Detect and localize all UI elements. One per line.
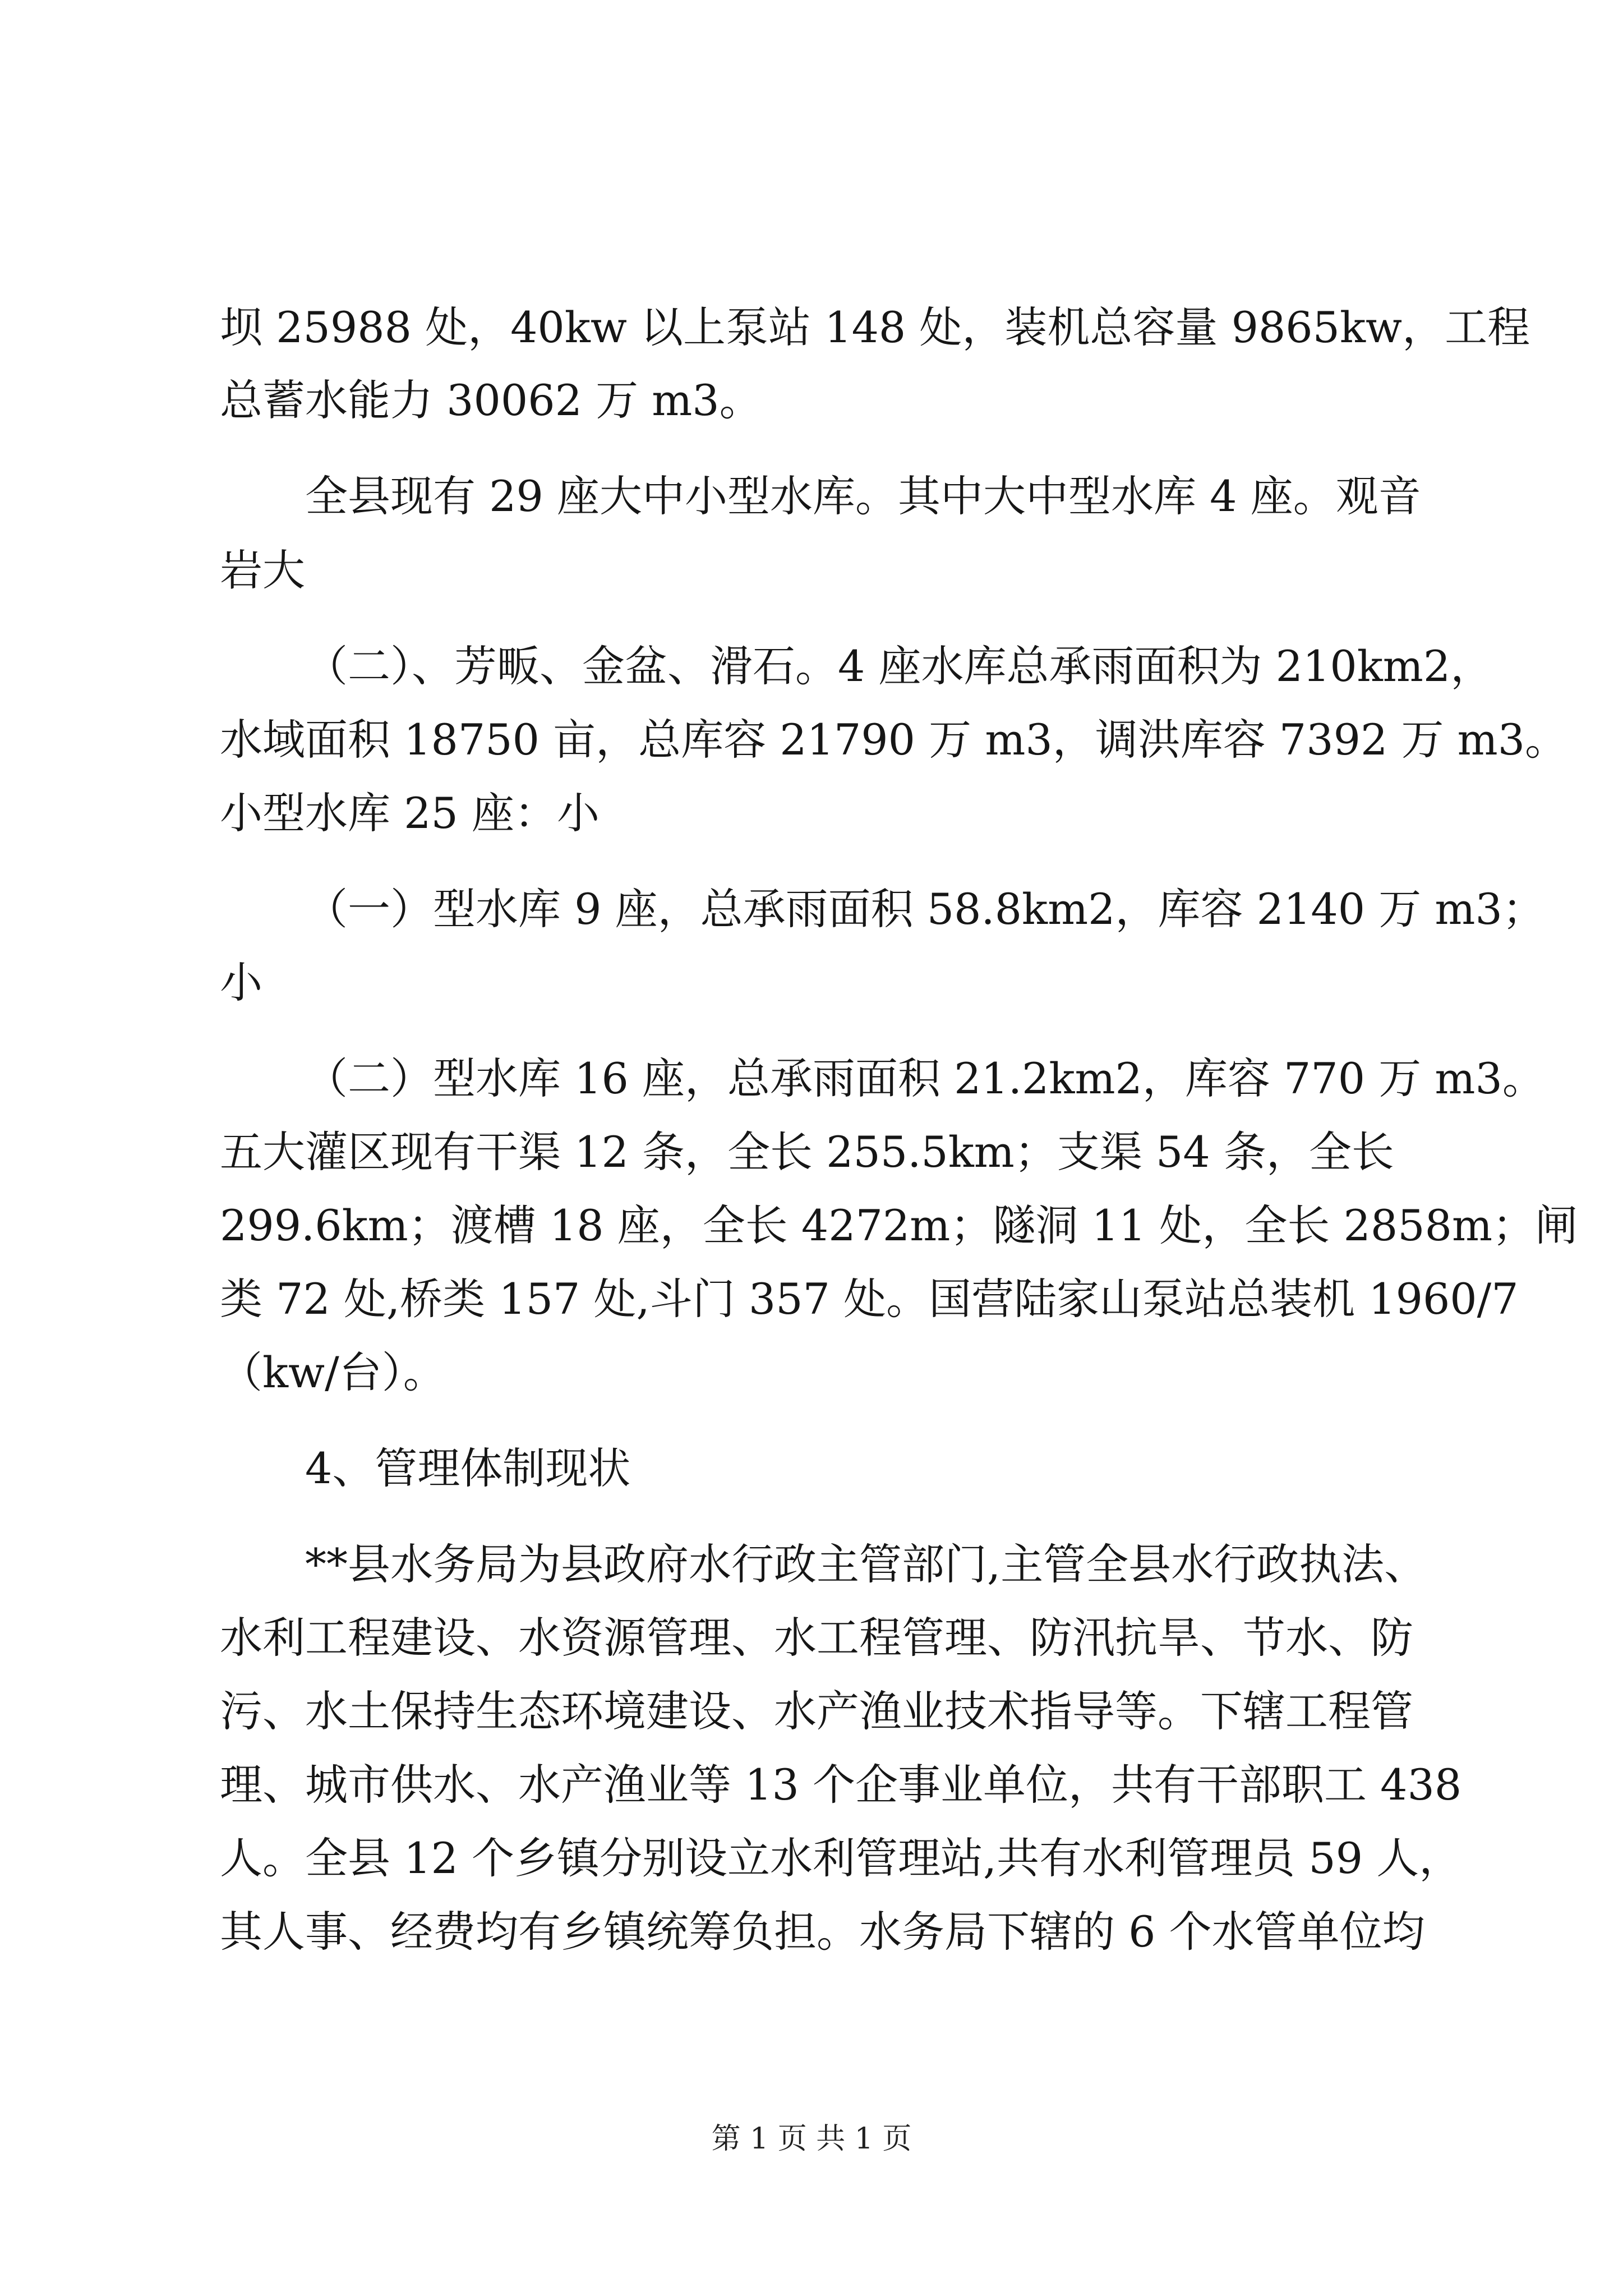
text-line-8: （一）型水库 9 座，总承雨面积 58.8km2，库容 2140 万 m3； <box>305 884 1545 934</box>
text-line-1: 坝 25988 处，40kw 以上泵站 148 处，装机总容量 9865kw，工程 <box>220 302 1530 352</box>
text-line-13: 类 72 处,桥类 157 处,斗门 357 处。国营陆家山泵站总装机 1960/7 <box>220 1274 1519 1324</box>
text-line-4: 岩大 <box>220 545 305 595</box>
text-line-6: 水域面积 18750 亩，总库容 21790 万 m3，调洪库容 7392 万 m3。 <box>220 715 1568 765</box>
text-line-16: **县水务局为县政府水行政主管部门,主管全县水行政执法、 <box>305 1539 1427 1589</box>
text-line-14: （kw/台）。 <box>220 1347 446 1397</box>
text-line-20: 人。全县 12 个乡镇分别设立水利管理站,共有水利管理员 59 人， <box>220 1833 1462 1883</box>
text-line-5: （二）、芳畈、金盆、滑石。4 座水库总承雨面积为 210km2， <box>305 641 1493 691</box>
text-line-2: 总蓄水能力 30062 万 m3。 <box>220 375 762 425</box>
text-line-11: 五大灌区现有干渠 12 条，全长 255.5km；支渠 54 条，全长 <box>220 1127 1394 1177</box>
page-footer: 第 1 页 共 1 页 <box>711 2122 912 2156</box>
text-line-17: 水利工程建设、水资源管理、水工程管理、防汛抗旱、节水、防 <box>220 1613 1413 1663</box>
section-heading: 4、管理体制现状 <box>305 1443 631 1493</box>
text-line-3: 全县现有 29 座大中小型水库。其中大中型水库 4 座。观音 <box>305 471 1421 521</box>
text-line-12: 299.6km；渡槽 18 座，全长 4272m；隧洞 11 处，全长 2858m；闸 <box>220 1200 1578 1250</box>
text-line-19: 理、城市供水、水产渔业等 13 个企事业单位，共有干部职工 438 <box>220 1760 1462 1810</box>
text-line-7: 小型水库 25 座：小 <box>220 788 600 838</box>
text-line-18: 污、水土保持生态环境建设、水产渔业技术指导等。下辖工程管 <box>220 1686 1413 1736</box>
text-line-9: 小 <box>220 958 262 1007</box>
text-line-21: 其人事、经费均有乡镇统筹负担。水务局下辖的 6 个水管单位均 <box>220 1907 1425 1957</box>
text-line-10: （二）型水库 16 座，总承雨面积 21.2km2，库容 770 万 m3。 <box>305 1053 1545 1103</box>
